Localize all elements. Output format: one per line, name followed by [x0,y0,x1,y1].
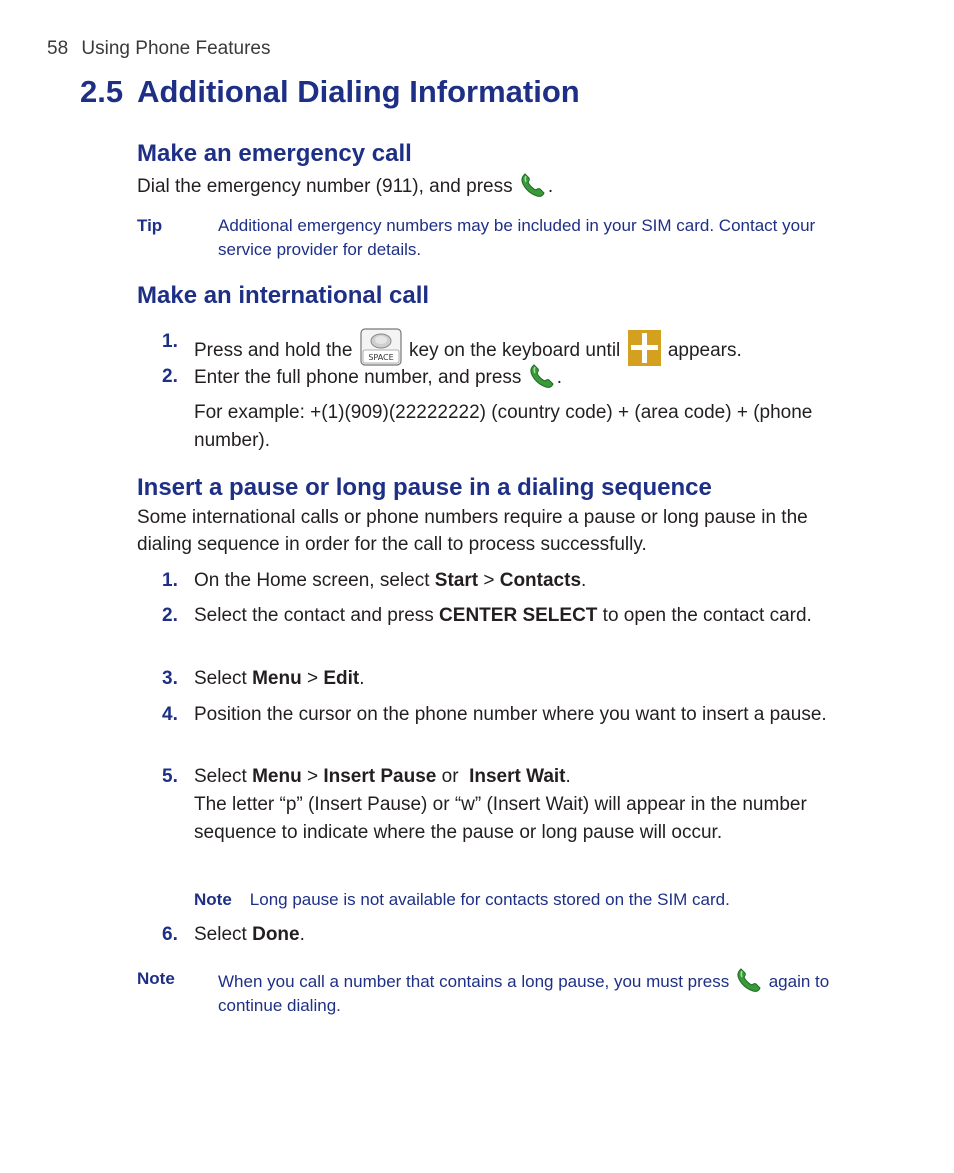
step-number: 6. [162,924,178,945]
note-text-2: again to continue dialing. [218,972,830,1015]
step-number: 4. [162,704,178,725]
emergency-text-end: . [547,176,554,197]
talk-phone-icon [519,172,547,198]
menu-menu: Menu [252,668,302,689]
talk-phone-icon [735,967,763,993]
menu-edit: Edit [323,668,360,689]
step-number: 2. [162,366,178,387]
step-number: 5. [162,766,178,787]
emergency-text: Dial the emergency number (911), and press [137,176,513,197]
tip-label: Tip [137,216,163,235]
step-text: Select the contact and press [194,605,440,626]
menu-start: Start [434,570,479,591]
note-label: Note [194,890,232,909]
emergency-instruction [137,172,553,200]
section-title [80,74,580,110]
step-text: Enter the full phone number, and press [194,367,522,388]
step-text: Select [194,924,253,945]
talk-phone-icon [528,363,556,389]
menu-insert-pause: Insert Pause [323,766,437,787]
page-number: 58 [47,38,69,59]
step-end: . [359,668,365,689]
step-text-3: appears. [667,340,742,361]
separator: > [478,570,500,591]
step-number: 1. [162,570,178,591]
example-text: For example: +(1)(909)(22222222) (country code) + (area code) + (phone number). [194,402,813,451]
separator: > [301,766,324,787]
section-title-text: Additional Dialing Information [137,74,580,109]
step-text: Press and hold the [194,340,353,361]
key-center-select: CENTER SELECT [439,605,598,626]
or-text: or [436,766,470,787]
section-number: 2.5 [80,74,124,109]
chapter-name: Using Phone Features [81,38,271,59]
step-end: . [581,570,587,591]
step-text: Select [194,766,253,787]
step-number: 1. [162,331,178,352]
step-end: . [565,766,571,787]
step-text: On the Home screen, select [194,570,435,591]
sub-note-block [194,888,834,912]
step-number: 2. [162,605,178,626]
step-text-end: . [556,367,562,388]
step-text-2: key on the keyboard until [409,340,621,361]
step-text: Select [194,668,253,689]
menu-menu: Menu [252,766,302,787]
step-number: 3. [162,668,178,689]
step-detail: The letter “p” (Insert Pause) or “w” (Insert Wait) will appear in the number sequence to indicate where the pause or long pause will occur. [194,794,807,843]
tip-text: Additional emergency numbers may be included in your SIM card. Contact your service provider for details. [218,216,816,259]
heading-emergency-call: Make an emergency call [137,140,412,167]
space-key-icon [360,328,402,366]
step-text: Position the cursor on the phone number where you want to insert a pause. [194,704,827,725]
menu-insert-wait: Insert Wait [469,766,566,787]
separator: > [301,668,324,689]
menu-done: Done [252,924,300,945]
heading-international-call: Make an international call [137,282,430,309]
note-text: When you call a number that contains a long pause, you must press [218,972,730,991]
step-end: to open the contact card. [597,605,812,626]
space-key-label: SPACE [368,353,394,362]
menu-contacts: Contacts [499,570,582,591]
note-text: Long pause is not available for contacts stored on the SIM card. [249,890,730,909]
step-end: . [299,924,305,945]
pause-intro: Some international calls or phone numbers require a pause or long pause in the dialing sequence in order for the call to process successfully. [137,507,808,555]
plus-sign-icon [628,330,661,366]
running-head [47,38,270,60]
note-label: Note [137,969,175,988]
heading-insert-pause: Insert a pause or long pause in a dialing sequence [137,474,712,501]
